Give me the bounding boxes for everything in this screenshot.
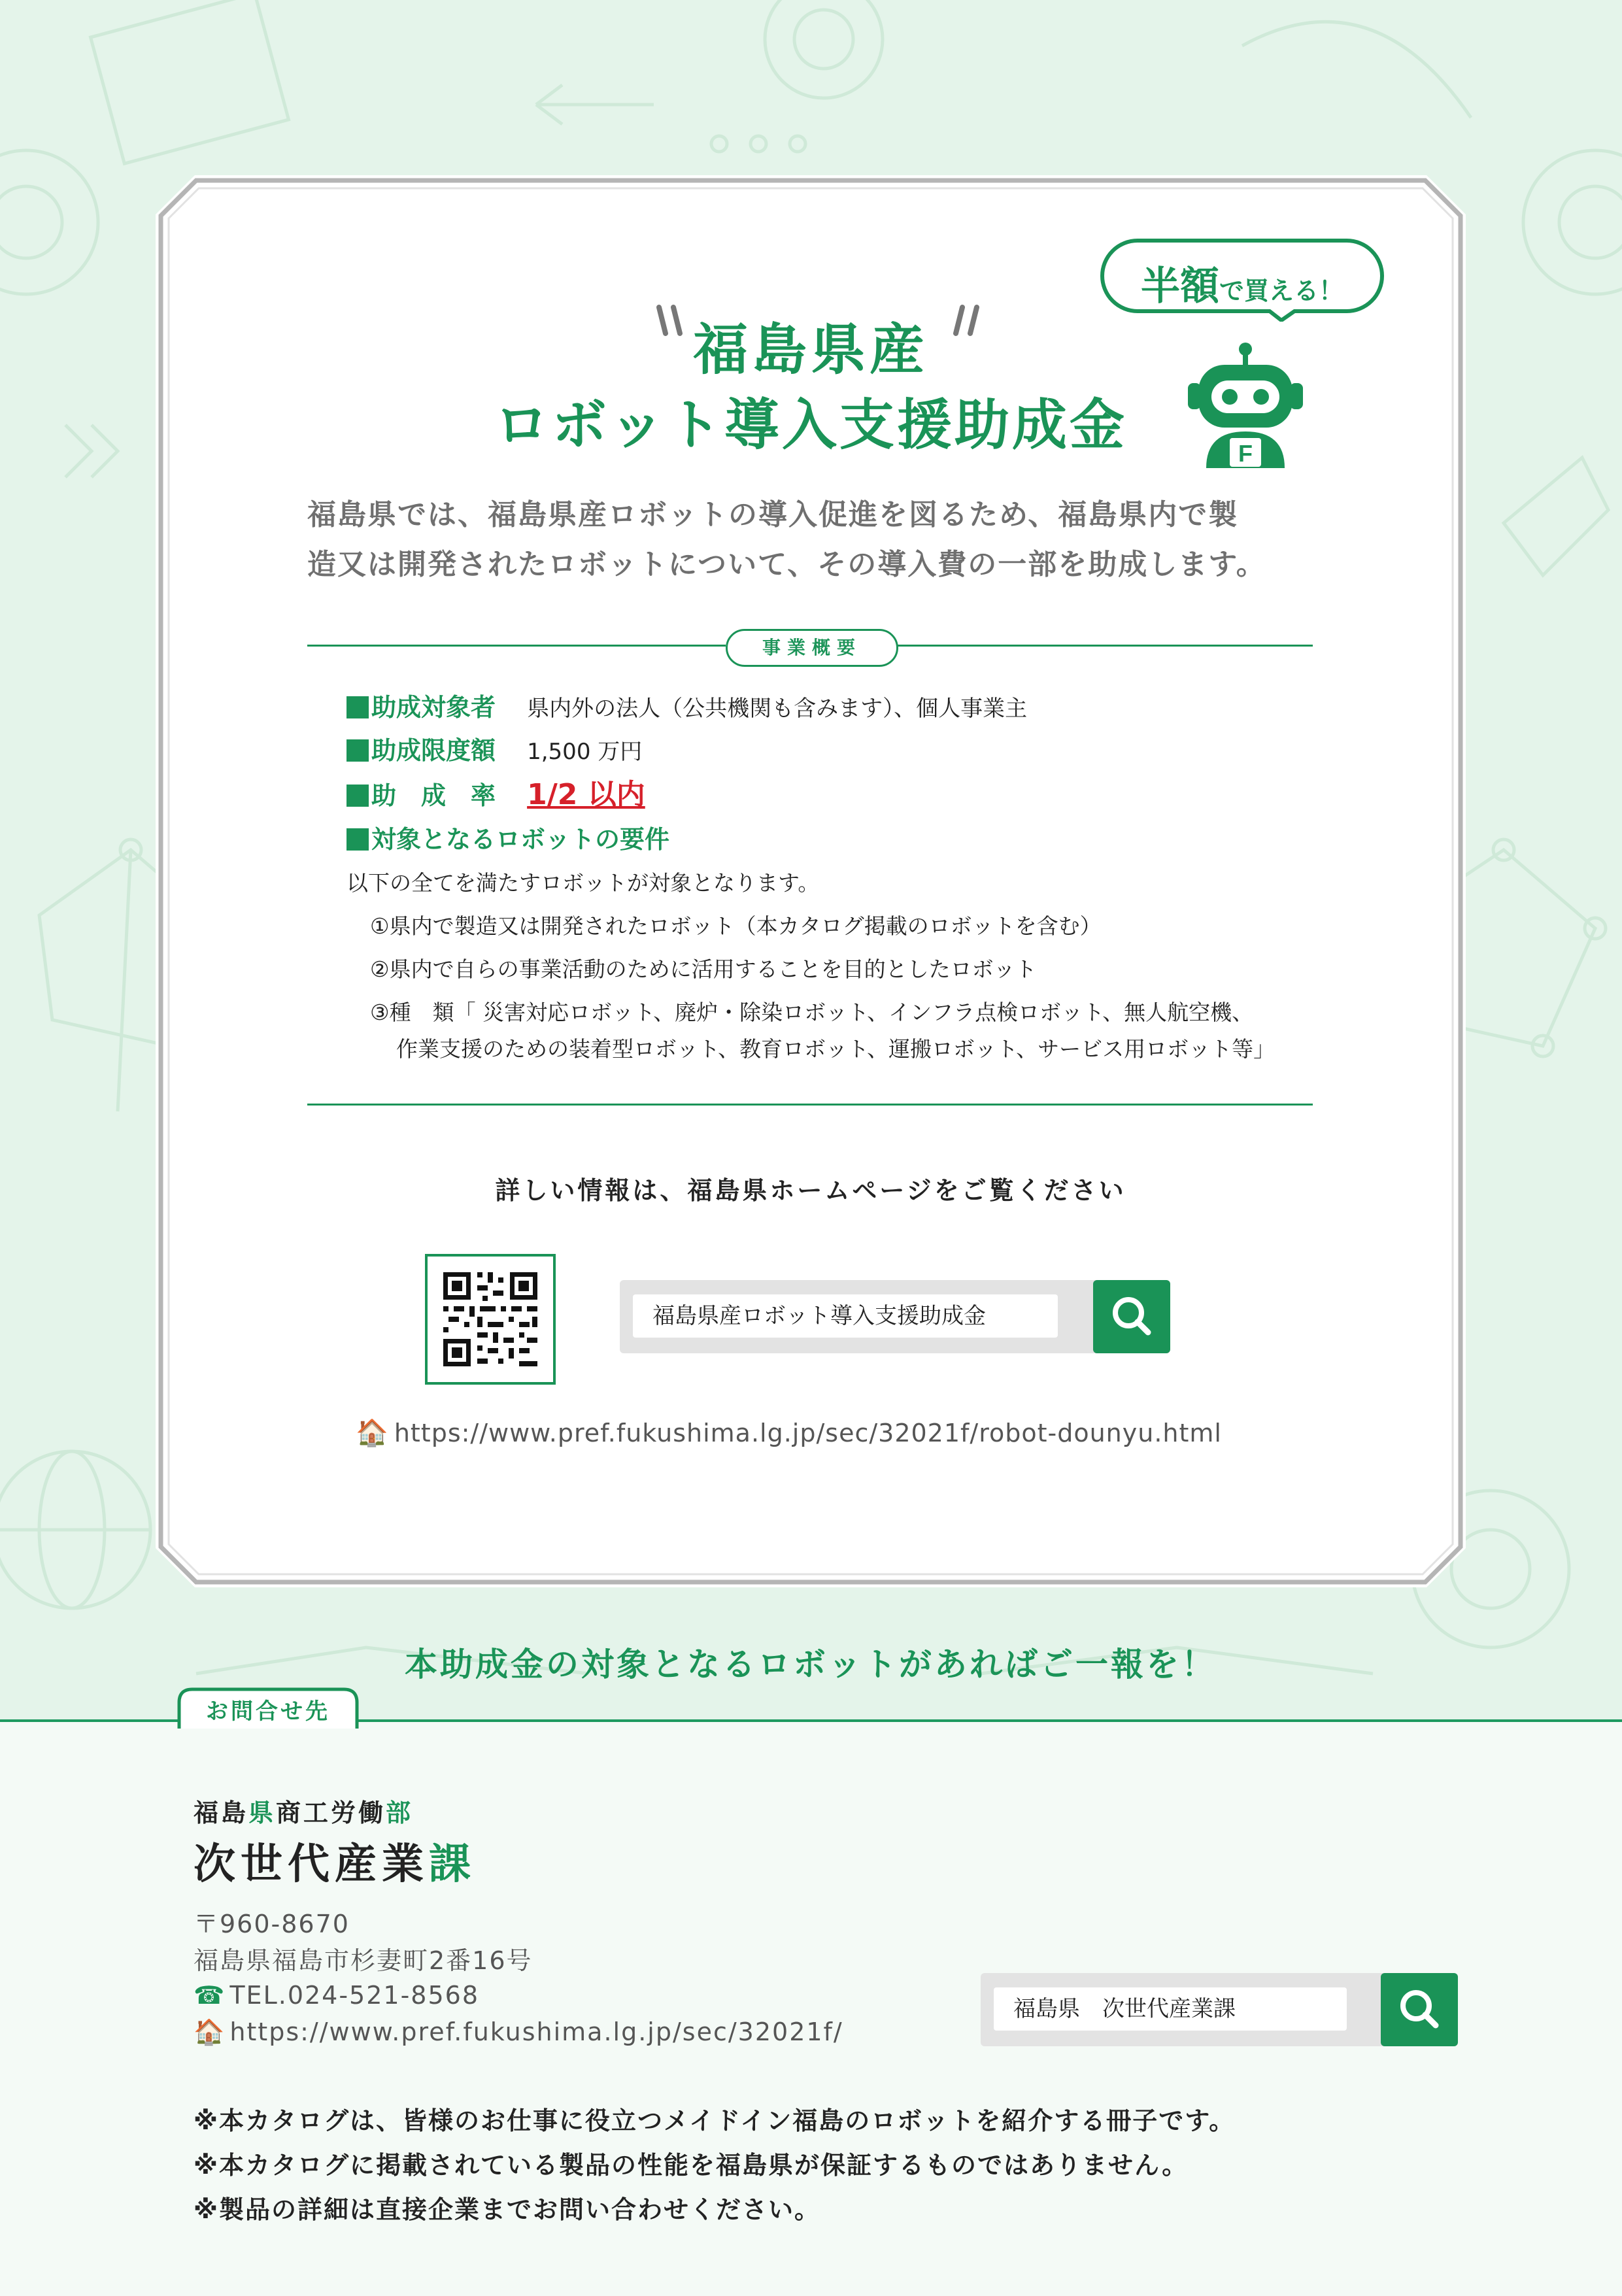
org-part: 福島 — [194, 1798, 249, 1827]
row-rate-value: 1/2 以内 — [527, 778, 645, 811]
search-icon — [1093, 1280, 1170, 1353]
requirement-item: ③種 類「 災害対応ロボット、廃炉・除染ロボット、インフラ点検ロボット、無人航空機、 — [370, 1000, 1254, 1025]
row-limit-label: 助成限度額 — [371, 736, 496, 765]
home-icon: 🏠 — [356, 1418, 389, 1448]
bubble-text — [1098, 255, 1386, 311]
note-item: ※製品の詳細は直接企業までお問い合わせください。 — [194, 2195, 820, 2224]
search-bar-program — [620, 1280, 1170, 1353]
program-url-line[interactable] — [356, 1417, 1222, 1448]
bullet-square-icon — [346, 739, 369, 762]
bubble-text-big: 半額 — [1140, 263, 1219, 309]
contact-url[interactable]: https://www.pref.fukushima.lg.jp/sec/32021f/ — [229, 2017, 843, 2046]
row-target — [346, 690, 1027, 726]
search-button-department[interactable] — [1381, 1973, 1458, 2046]
requirements-lead: 以下の全てを満たすロボットが対象となります。 — [346, 870, 820, 896]
org-part: 部 — [386, 1798, 414, 1827]
row-target-label-wrap — [346, 690, 496, 724]
dept-part: 次世代産業 — [194, 1840, 429, 1889]
row-limit-label-wrap — [346, 734, 496, 768]
section-rule-left — [307, 645, 726, 647]
bubble-text-small: で買える！ — [1219, 277, 1343, 305]
row-requirements-label: 対象となるロボットの要件 — [371, 825, 670, 854]
requirement-item: ①県内で製造又は開発されたロボット（本カタログ掲載のロボットを含む） — [370, 913, 1102, 939]
intro-line-1: 福島県では、福島県産ロボットの導入促進を図るため、福島県内で製 — [307, 498, 1239, 532]
robot-mascot-icon — [1180, 340, 1311, 471]
row-rate-label: 助 成 率 — [371, 781, 496, 810]
phone-icon: ☎ — [194, 1981, 226, 2010]
search-icon — [1381, 1973, 1458, 2046]
section-rule-right — [894, 645, 1313, 647]
row-rate-label-wrap — [346, 779, 496, 813]
search-button-program[interactable] — [1093, 1280, 1170, 1353]
row-requirements — [346, 822, 669, 856]
tel-line[interactable] — [194, 1981, 479, 2010]
note-item: ※本カタログは、皆様のお仕事に役立つメイドイン福島のロボットを紹介する冊子です。 — [194, 2106, 1236, 2135]
row-limit — [346, 734, 642, 769]
call-to-action: 本助成金の対象となるロボットがあればご一報を！ — [405, 1646, 1217, 1683]
bullet-square-icon — [346, 785, 369, 807]
section-bottom-rule — [307, 1104, 1313, 1106]
org-part: 県 — [248, 1798, 277, 1827]
qr-code[interactable] — [425, 1254, 556, 1385]
home-icon: 🏠 — [194, 2017, 226, 2046]
address: 福島県福島市杉妻町2番16号 — [194, 1946, 533, 1975]
postal-code: 〒960-8670 — [194, 1910, 350, 1938]
note-item: ※本カタログに掲載されている製品の性能を福島県が保証するものではありません。 — [194, 2151, 1189, 2180]
search-input-department[interactable]: 福島県 次世代産業課 — [994, 1987, 1347, 2031]
section-label: 事業概要 — [726, 629, 898, 667]
contact-tab-label: お問合せ先 — [206, 1698, 330, 1725]
org-name — [194, 1793, 413, 1829]
page-title — [484, 314, 1138, 464]
title-line-2: ロボット導入支援助成金 — [494, 393, 1127, 457]
tel[interactable]: TEL.024-521-8568 — [229, 1981, 480, 2010]
dept-part: 課 — [429, 1840, 476, 1889]
search-input-program[interactable]: 福島県産ロボット導入支援助成金 — [633, 1294, 1058, 1338]
bullet-square-icon — [346, 696, 369, 718]
row-target-value: 県内外の法人（公共機関も含みます）、個人事業主 — [527, 696, 1028, 722]
row-requirements-label-wrap — [346, 822, 669, 856]
dept-name — [194, 1831, 476, 1891]
contact-url-line[interactable] — [194, 2017, 843, 2047]
program-url[interactable]: https://www.pref.fukushima.lg.jp/sec/32021f/robot-dounyu.html — [394, 1419, 1222, 1447]
intro-line-2: 造又は開発されたロボットについて、その導入費の一部を助成します。 — [307, 548, 1266, 581]
row-target-label: 助成対象者 — [371, 693, 496, 722]
search-bar-department — [981, 1973, 1458, 2046]
row-limit-value: 1,500 万円 — [527, 739, 643, 765]
detail-caption: 詳しい情報は、福島県ホームページをご覧ください — [495, 1176, 1126, 1205]
robot-badge-letter: F — [1238, 440, 1253, 467]
requirement-item: 作業支援のための装着型ロボット、教育ロボット、運搬ロボット、サービス用ロボット等」 — [396, 1036, 1276, 1062]
requirement-item: ②県内で自らの事業活動のために活用することを目的としたロボット — [370, 956, 1037, 982]
bullet-square-icon — [346, 828, 369, 851]
org-part: 商工労働 — [276, 1798, 386, 1827]
title-line-1: 福島県産 — [692, 318, 928, 382]
notes — [194, 2099, 1235, 2232]
row-rate — [346, 778, 645, 813]
intro-text — [307, 490, 1327, 590]
